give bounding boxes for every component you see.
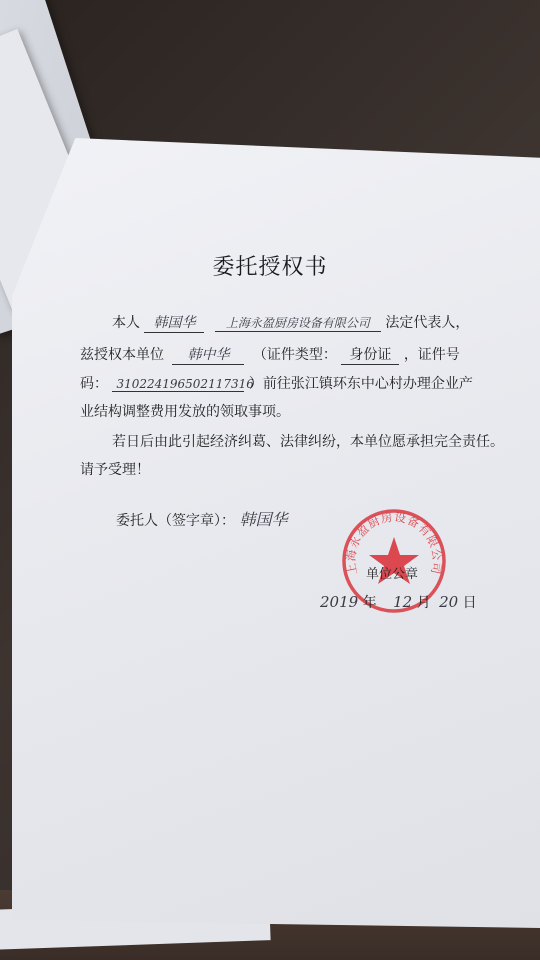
para3-suffix: ）前往张江镇环东中心村办理企业产 [248,376,473,392]
para1-suffix: 法定代表人， [385,315,470,331]
paragraph-3 [80,373,473,393]
signature-line [116,507,287,530]
id-number-label: ，证件号 [403,347,460,363]
id-type-label: （证件类型： [252,347,337,363]
stamp-label: 单位公章 [366,567,419,582]
para3-prefix: 码： [80,376,108,392]
id-type-value: 身份证 [341,344,399,365]
document-title: 委托授权书 [212,255,328,280]
paragraph-5: 若日后由此引起经济纠葛、法律纠纷，本单位愿承担完全责任。 [112,434,504,450]
svg-text:上海永盈厨房设备有限公司: 上海永盈厨房设备有限公司 [343,509,445,577]
signature-label: 委托人（签字章）： [116,513,235,529]
paragraph-6: 请予受理！ [80,462,150,478]
handwritten-agent-name: 韩中华 [172,344,244,365]
para1-prefix: 本人 [112,315,140,331]
date-year: 2019 [320,593,359,611]
signing-date [320,592,477,612]
handwritten-name: 韩国华 [144,312,204,333]
date-month: 12 [393,593,413,611]
handwritten-signature: 韩国华 [239,510,288,529]
handwritten-id-number: 310224196502117316 [112,377,244,392]
date-month-unit: 月 [416,595,431,611]
date-year-unit: 年 [362,595,377,611]
date-day-unit: 日 [462,595,477,611]
paragraph-1 [112,312,469,333]
paragraph-4: 业结构调整费用发放的领取事项。 [80,404,290,420]
paragraph-2 [80,344,460,365]
date-day: 20 [439,593,459,611]
para2-prefix: 兹授权本单位 [80,347,164,363]
handwritten-company: 上海永盈厨房设备有限公司 [215,314,381,332]
